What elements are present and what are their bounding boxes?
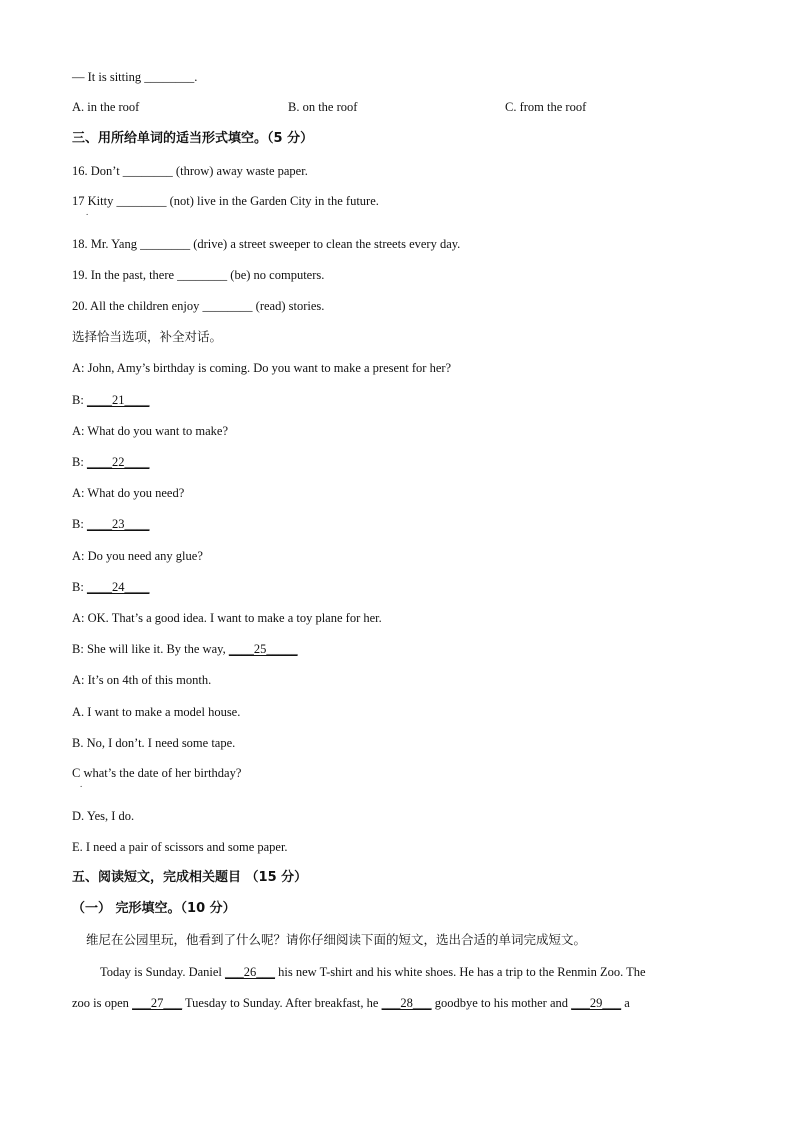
blank-23[interactable]: ____23____	[86, 517, 150, 531]
dialogue-line	[72, 454, 149, 470]
dialogue-line	[72, 548, 203, 564]
dialogue-line	[72, 392, 149, 408]
blank-28[interactable]: ___28___	[381, 996, 432, 1010]
passage-text: zoo is open	[72, 996, 133, 1010]
dialogue-text: She will like it. By the way,	[86, 642, 229, 656]
speaker-label: B:	[72, 580, 84, 594]
blank-21[interactable]: ____21____	[86, 393, 150, 407]
dialogue-line	[72, 360, 451, 376]
question-20: 20. All the children enjoy ________ (read) stories.	[72, 299, 325, 313]
dialogue-line	[72, 672, 211, 688]
passage-line-2	[72, 995, 630, 1011]
choice-e: E. I need a pair of scissors and some paper.	[72, 840, 288, 854]
speaker-label: A:	[72, 611, 85, 625]
passage-text: Tuesday to Sunday. After breakfast, he	[182, 996, 382, 1010]
speaker-label: B:	[72, 393, 84, 407]
passage-line-1	[100, 964, 646, 980]
blank-27[interactable]: ___27___	[132, 996, 183, 1010]
section5-heading: 五、阅读短文，完成相关题目 （15 分）	[72, 870, 308, 885]
blank-22[interactable]: ____22____	[86, 455, 150, 469]
dialogue-text: John, Amy’s birthday is coming. Do you want to make a present for her?	[87, 361, 452, 375]
dialogue-text: It’s on 4th of this month.	[87, 673, 212, 687]
passage-text: Today is Sunday. Daniel	[100, 965, 226, 979]
question-16: 16. Don’t ________ (throw) away waste paper.	[72, 164, 308, 178]
passage-text: his new T-shirt and his white shoes. He has a trip to the Renmin Zoo. The	[275, 965, 646, 979]
question-18: 18. Mr. Yang ________ (drive) a street sweeper to clean the streets every day.	[72, 237, 461, 251]
section5-instruction: 维尼在公园里玩，他看到了什么呢？请你仔细阅读下面的短文，选出合适的单词完成短文。	[86, 932, 587, 947]
speaker-label: A:	[72, 424, 85, 438]
passage-text: goodbye to his mother and	[431, 996, 572, 1010]
dialogue-text: OK. That’s a good idea. I want to make a toy plane for her.	[87, 611, 382, 625]
speaker-label: A:	[72, 673, 85, 687]
q15-option-c: C. from the roof	[505, 100, 587, 114]
speaker-label: B:	[72, 455, 84, 469]
speaker-label: B:	[72, 517, 84, 531]
blank-25[interactable]: ____25_____	[228, 642, 298, 656]
q15-option-a: A. in the roof	[72, 100, 140, 114]
dialogue-line	[72, 610, 382, 626]
stray-dot: .	[80, 779, 83, 789]
choice-c: C what’s the date of her birthday?	[72, 766, 242, 780]
question-17: 17 Kitty ________ (not) live in the Garden City in the future.	[72, 194, 379, 208]
choice-a: A. I want to make a model house.	[72, 705, 241, 719]
choice-b: B. No, I don’t. I need some tape.	[72, 736, 236, 750]
stray-dot: .	[86, 207, 89, 217]
section3-heading: 三、用所给单词的适当形式填空。（5 分）	[72, 131, 314, 146]
dialogue-text: What do you need?	[87, 486, 185, 500]
dialogue-line	[72, 641, 298, 657]
q15-answer-line: — It is sitting ________.	[72, 70, 198, 84]
section4-heading: 选择恰当选项，补全对话。	[72, 329, 223, 344]
dialogue-text: What do you want to make?	[87, 424, 228, 438]
dialogue-line	[72, 516, 149, 532]
dialogue-line	[72, 579, 149, 595]
blank-29[interactable]: ___29___	[571, 996, 622, 1010]
dialogue-text: Do you need any glue?	[87, 549, 203, 563]
blank-26[interactable]: ___26___	[225, 965, 276, 979]
choice-d: D. Yes, I do.	[72, 809, 135, 823]
blank-24[interactable]: ____24____	[86, 580, 150, 594]
section5-subheading: （一） 完形填空。（10 分）	[72, 901, 236, 916]
question-19: 19. In the past, there ________ (be) no computers.	[72, 268, 325, 282]
speaker-label: B:	[72, 642, 84, 656]
speaker-label: A:	[72, 361, 85, 375]
passage-text: a	[621, 996, 630, 1010]
dialogue-line	[72, 423, 228, 439]
q15-option-b: B. on the roof	[288, 100, 358, 114]
speaker-label: A:	[72, 486, 85, 500]
speaker-label: A:	[72, 549, 85, 563]
dialogue-line	[72, 485, 184, 501]
